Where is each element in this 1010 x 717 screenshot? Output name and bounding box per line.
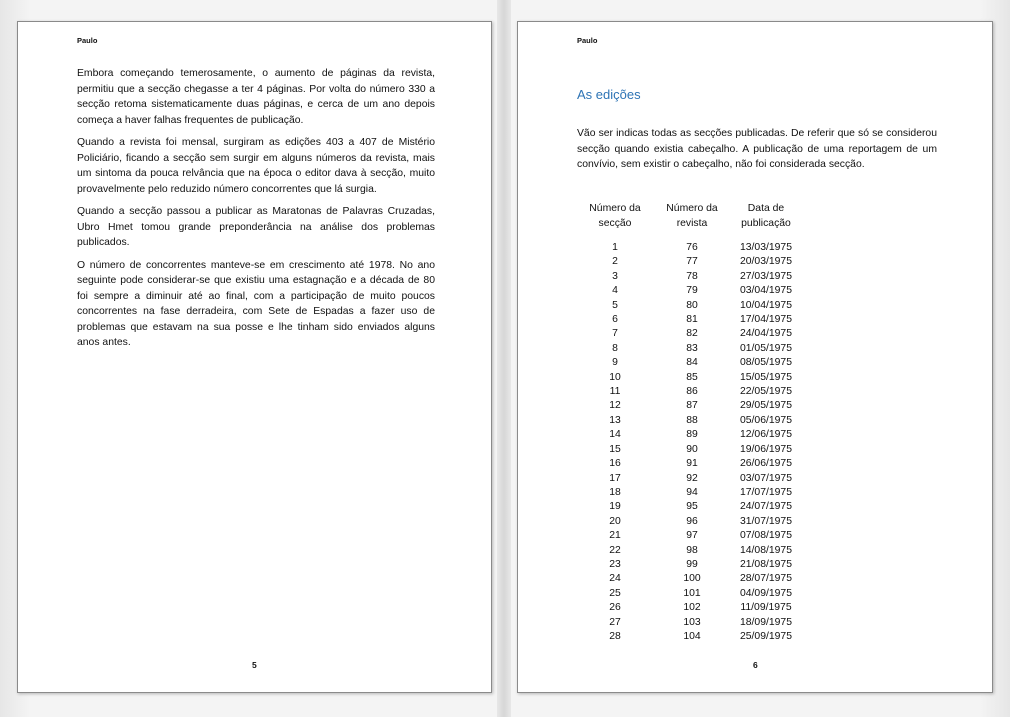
table-row [579, 241, 799, 255]
table-row [579, 529, 799, 543]
cell-magazine-number: 76 [686, 242, 698, 253]
paragraph: Quando a secção passou a publicar as Maratonas de Palavras Cruzadas, Ubro Hmet tomou grande preponderância na análise dos problemas publicados. [77, 206, 435, 248]
cell-magazine-number: 99 [686, 558, 698, 570]
page-6 [517, 21, 993, 693]
cell-section-number: 19 [609, 501, 621, 513]
table-row [579, 587, 799, 601]
table-row [579, 428, 799, 442]
cell-publication-date: 13/03/1975 [739, 242, 792, 253]
cell-publication-date: 12/06/1975 [739, 429, 792, 441]
cell-magazine-number: 101 [683, 587, 701, 599]
page-number: 5 [252, 660, 257, 670]
body-text [77, 66, 435, 358]
table-row [579, 270, 799, 284]
cell-magazine-number: 87 [686, 400, 698, 412]
cell-section-number: 22 [609, 544, 621, 556]
cell-publication-date: 03/07/1975 [739, 472, 792, 484]
table-row [579, 572, 799, 586]
cell-section-number: 9 [612, 357, 618, 369]
cell-magazine-number: 77 [686, 256, 698, 268]
column-header-section-number: Número da secção [589, 203, 641, 229]
intro-paragraph: Vão ser indicas todas as secções publicadas. De referir que só se considerou secção quando existia cabeçalho. A publicação de uma reportagem de um convívio, sem existir o cabeçalho, não foi considerada secção. [577, 128, 937, 170]
table-row [579, 558, 799, 572]
cell-section-number: 16 [609, 458, 621, 470]
table-header-row [579, 202, 799, 241]
cell-publication-date: 04/09/1975 [739, 587, 792, 599]
cell-publication-date: 21/08/1975 [739, 558, 792, 570]
cell-publication-date: 19/06/1975 [739, 443, 792, 455]
cell-magazine-number: 104 [683, 630, 701, 642]
table-row [579, 630, 799, 644]
cell-section-number: 7 [612, 328, 618, 340]
table-row [579, 371, 799, 385]
cell-publication-date: 25/09/1975 [739, 630, 792, 642]
table-row [579, 299, 799, 313]
cell-publication-date: 15/05/1975 [739, 371, 792, 383]
cell-section-number: 8 [612, 342, 618, 354]
cell-magazine-number: 86 [686, 386, 698, 398]
cell-section-number: 10 [609, 371, 621, 383]
page-number: 6 [753, 660, 758, 670]
cell-section-number: 17 [609, 472, 621, 484]
cell-publication-date: 05/06/1975 [739, 414, 792, 426]
cell-magazine-number: 89 [686, 429, 698, 441]
gutter-shadow [497, 0, 511, 717]
cell-magazine-number: 96 [686, 515, 698, 527]
cell-publication-date: 01/05/1975 [739, 342, 792, 354]
cell-section-number: 15 [609, 443, 621, 455]
cell-publication-date: 08/05/1975 [739, 357, 792, 369]
cell-publication-date: 29/05/1975 [739, 400, 792, 412]
cell-magazine-number: 90 [686, 443, 698, 455]
cell-magazine-number: 81 [686, 314, 698, 326]
cell-magazine-number: 84 [686, 357, 698, 369]
running-head: Paulo [577, 36, 598, 45]
cell-publication-date: 14/08/1975 [739, 544, 792, 556]
cell-publication-date: 10/04/1975 [739, 299, 792, 311]
table-row [579, 385, 799, 399]
table-row [579, 356, 799, 370]
table-row [579, 313, 799, 327]
cell-section-number: 27 [609, 616, 621, 628]
cell-magazine-number: 102 [683, 602, 701, 614]
cell-section-number: 1 [612, 242, 618, 253]
table-row [579, 616, 799, 630]
cell-section-number: 28 [609, 630, 621, 642]
cell-publication-date: 22/05/1975 [739, 386, 792, 398]
cell-section-number: 11 [609, 386, 621, 398]
paragraph: Embora começando temerosamente, o aumento de páginas da revista, permitiu que a secção chegasse a ter 4 páginas. Por volta do número 330 a secção retoma sistematicamente duas páginas, e cerca de um ano depois começa a haver falhas frequentes de publicação. [77, 68, 435, 126]
cell-publication-date: 31/07/1975 [739, 515, 792, 527]
table-row [579, 601, 799, 615]
cell-publication-date: 20/03/1975 [739, 256, 792, 268]
paragraph: Quando a revista foi mensal, surgiram as edições 403 a 407 de Mistério Policiário, ficando a secção sem surgir em alguns números da revista, mais um sintoma da pouca relvância que na época o editor dava à secção, muito provavelmente pelo reduzido número concorrentes que lá surgia. [77, 137, 435, 195]
cell-publication-date: 24/07/1975 [739, 501, 792, 513]
cell-magazine-number: 97 [686, 530, 698, 542]
table-row [579, 500, 799, 514]
cell-section-number: 18 [609, 486, 621, 498]
cell-magazine-number: 83 [686, 342, 698, 354]
table-row [579, 486, 799, 500]
table-row [579, 255, 799, 269]
paragraph: O número de concorrentes manteve-se em crescimento até 1978. No ano seguinte pode considerar-se que existiu uma estagnação e a década de 80 foi sempre a diminuir até ao final, com a participação de muito poucos concorrentes na fase derradeira, com Sete de Espadas a fazer uso de problemas que estavam na sua posse e lhe tinham sido enviados alguns anos antes. [77, 259, 435, 348]
cell-section-number: 5 [612, 299, 618, 311]
cell-section-number: 12 [609, 400, 621, 412]
cell-publication-date: 18/09/1975 [739, 616, 792, 628]
cell-publication-date: 03/04/1975 [739, 285, 792, 297]
column-header-publication-date: Data de publicação [741, 203, 791, 229]
table-row [579, 399, 799, 413]
cell-publication-date: 11/09/1975 [740, 602, 792, 614]
cell-section-number: 23 [609, 558, 621, 570]
column-header-magazine-number: Número da revista [666, 203, 718, 229]
cell-magazine-number: 88 [686, 414, 698, 426]
cell-magazine-number: 98 [686, 544, 698, 556]
cell-magazine-number: 92 [686, 472, 698, 484]
cell-section-number: 25 [609, 587, 621, 599]
table-row [579, 327, 799, 341]
cell-section-number: 4 [612, 285, 618, 297]
cell-publication-date: 26/06/1975 [739, 458, 792, 470]
cell-publication-date: 28/07/1975 [739, 573, 792, 585]
cell-section-number: 6 [612, 314, 618, 326]
cell-magazine-number: 79 [686, 285, 698, 297]
cell-magazine-number: 100 [683, 573, 701, 585]
cell-section-number: 21 [609, 530, 621, 542]
cell-magazine-number: 103 [683, 616, 701, 628]
cell-section-number: 2 [612, 256, 618, 268]
table-row [579, 457, 799, 471]
cell-section-number: 3 [612, 270, 618, 282]
cell-publication-date: 07/08/1975 [739, 530, 792, 542]
cell-magazine-number: 95 [686, 501, 698, 513]
cell-magazine-number: 85 [686, 371, 698, 383]
cell-publication-date: 17/04/1975 [739, 314, 792, 326]
cell-section-number: 14 [609, 429, 621, 441]
cell-magazine-number: 80 [686, 299, 698, 311]
table-row [579, 414, 799, 428]
page-5 [17, 21, 492, 693]
cell-magazine-number: 78 [686, 270, 698, 282]
section-title: As edições [577, 87, 641, 102]
cell-publication-date: 17/07/1975 [739, 486, 792, 498]
cell-magazine-number: 82 [686, 328, 698, 340]
cell-section-number: 20 [609, 515, 621, 527]
table-row [579, 284, 799, 298]
cell-publication-date: 27/03/1975 [739, 270, 792, 282]
cell-magazine-number: 94 [686, 486, 698, 498]
cell-magazine-number: 91 [686, 458, 698, 470]
table-row [579, 515, 799, 529]
editions-table [579, 202, 799, 644]
table-row [579, 342, 799, 356]
table-row [579, 443, 799, 457]
running-head: Paulo [77, 36, 98, 45]
table-row [579, 544, 799, 558]
table-row [579, 472, 799, 486]
cell-section-number: 24 [609, 573, 621, 585]
cell-publication-date: 24/04/1975 [739, 328, 792, 340]
cell-section-number: 26 [609, 602, 621, 614]
table-body [579, 241, 799, 644]
cell-section-number: 13 [609, 414, 621, 426]
